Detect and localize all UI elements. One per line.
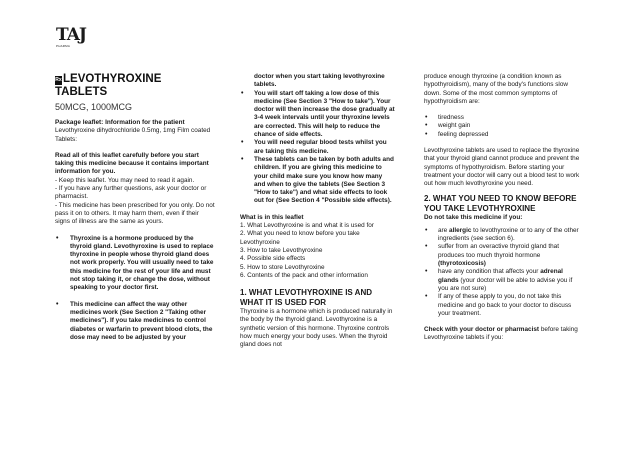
toc-item: 6. Contents of the pack and other information [240, 271, 368, 279]
toc-item: 5. How to store Levothyroxine [240, 263, 325, 271]
logo-text: TAJ [56, 25, 86, 45]
toc-item: 2. What you need to know before you take Levothyroxine [240, 230, 360, 246]
read-all-notice: Read all of this leaflet carefully before you start taking this medicine because it contains important information for you. [55, 151, 209, 176]
keep-line-3: - This medicine has been prescribed for you only. Do not pass it on to others. It may harm them, even if their signs of illness are the same as yours. [55, 201, 215, 226]
conditions-list [424, 227, 584, 318]
key-points-list [55, 235, 215, 343]
logo-subtext: PHARMA [56, 44, 71, 48]
list-item: • feeling depressed [424, 131, 584, 139]
list-item: • Thyroxine is a hormone produced by the thyroid gland. Levothyroxine is used to replace thyroxine in people whose thyroid gland does not work properly. You will usually need to take this medicine for the rest of your life and must not stop taking it, or change the dose, without speaking to your doctor first. [55, 235, 215, 293]
product-title [55, 73, 215, 99]
column-2 [240, 73, 395, 350]
column-3 [424, 73, 584, 343]
symptoms-list [424, 114, 584, 139]
toc-item: 3. How to take Levothyroxine [240, 246, 323, 254]
list-item: • You will need regular blood tests whilst you are taking this medicine. [240, 139, 395, 156]
product-strength: 50MCG, 1000MCG [55, 102, 133, 112]
continued-text: produce enough thyroxine (a condition known as hypothyroidism), many of the body's functions slow down. Some of the most common symptoms of hypothyroidism are: [424, 73, 569, 105]
continued-text: doctor when you start taking levothyroxine tablets. [254, 73, 385, 89]
list-item: • This medicine can affect the way other medicines work (See Section 2 "Taking other medicines"). If you take medicines to control diabetes or warfarin to prevent blood clots, the dose may need to be adjusted by your [55, 301, 215, 342]
check-with-doctor-text: Check with your doctor or pharmacist before taking Levothyroxine tablets if you: [424, 326, 578, 342]
list-item: • suffer from an overactive thyroid gland that produces too much thyroid hormone (thyrotoxicosis) [424, 243, 584, 268]
keep-line-2: - If you have any further questions, ask your doctor or pharmacist. [55, 185, 207, 201]
toc-heading: What is in this leaflet [240, 213, 304, 221]
column-1 [55, 73, 215, 342]
list-item: • weight gain [424, 122, 584, 130]
key-points-list-continued [240, 90, 395, 206]
leaflet-subheading: Levothyroxine dihydrochloride 0.5mg, 1mg Film coated Tablets: [55, 127, 211, 143]
keep-line-1: - Keep this leaflet. You may need to read it again. [55, 176, 195, 184]
list-item: • You will start off taking a low dose of this medicine (See Section 3 "How to take"). Your doctor will then increase the dose gradually at 3-4 week intervals until your thyroxine levels are corrected. This will help to reduce the chance of side effects. [240, 90, 395, 140]
list-item: • are allergic to levothyroxine or to any of the other ingredients (see section 6). [424, 227, 584, 244]
list-item: • If any of these apply to you, do not take this medicine and go back to your doctor to discuss your treatment. [424, 293, 584, 318]
list-item: • tiredness [424, 114, 584, 122]
section-2-heading: 2. WHAT YOU NEED TO KNOW BEFORE YOU TAKE LEVOTHYROXINE [424, 193, 577, 213]
toc-item: 4. Possible side effects [240, 255, 306, 263]
rx-icon: Rx [55, 77, 62, 83]
product-title-text: LEVOTHYROXINE TABLETS [55, 73, 162, 98]
leaflet-heading: Package leaflet: Information for the patient [55, 119, 185, 126]
taj-logo [56, 27, 86, 53]
section-1-heading: 1. WHAT LEVOTHYROXINE IS AND WHAT IT IS USED FOR [240, 288, 373, 308]
do-not-take-heading: Do not take this medicine if you: [424, 213, 523, 221]
toc-item: 1. What Levothyroxine is and what it is used for [240, 222, 374, 230]
section-1-text: Thyroxine is a hormone which is produced naturally in the body by the thyroid gland. Levothyroxine is a synthetic version of this hormone. Thyroxine controls how much energy your body uses. When the thyroid gland does not [240, 308, 393, 349]
used-for-text: Levothyroxine tablets are used to replace the thyroxine that your thyroid gland cannot produce and prevent the symptoms of hypothyroidism. Before starting your treatment your doctor will carry out a blood test to work out how much levothyroxine you need. [424, 147, 580, 188]
list-item: • These tablets can be taken by both adults and children. If you are giving this medicine to your child make sure you know how many and when to give the tablets (See Section 3 "How to take") and what side effects to look out for (See Section 4 "Possible side effects). [240, 156, 395, 206]
list-item: • have any condition that affects your adrenal glands (your doctor will be able to advise you if you are not sure) [424, 268, 584, 293]
